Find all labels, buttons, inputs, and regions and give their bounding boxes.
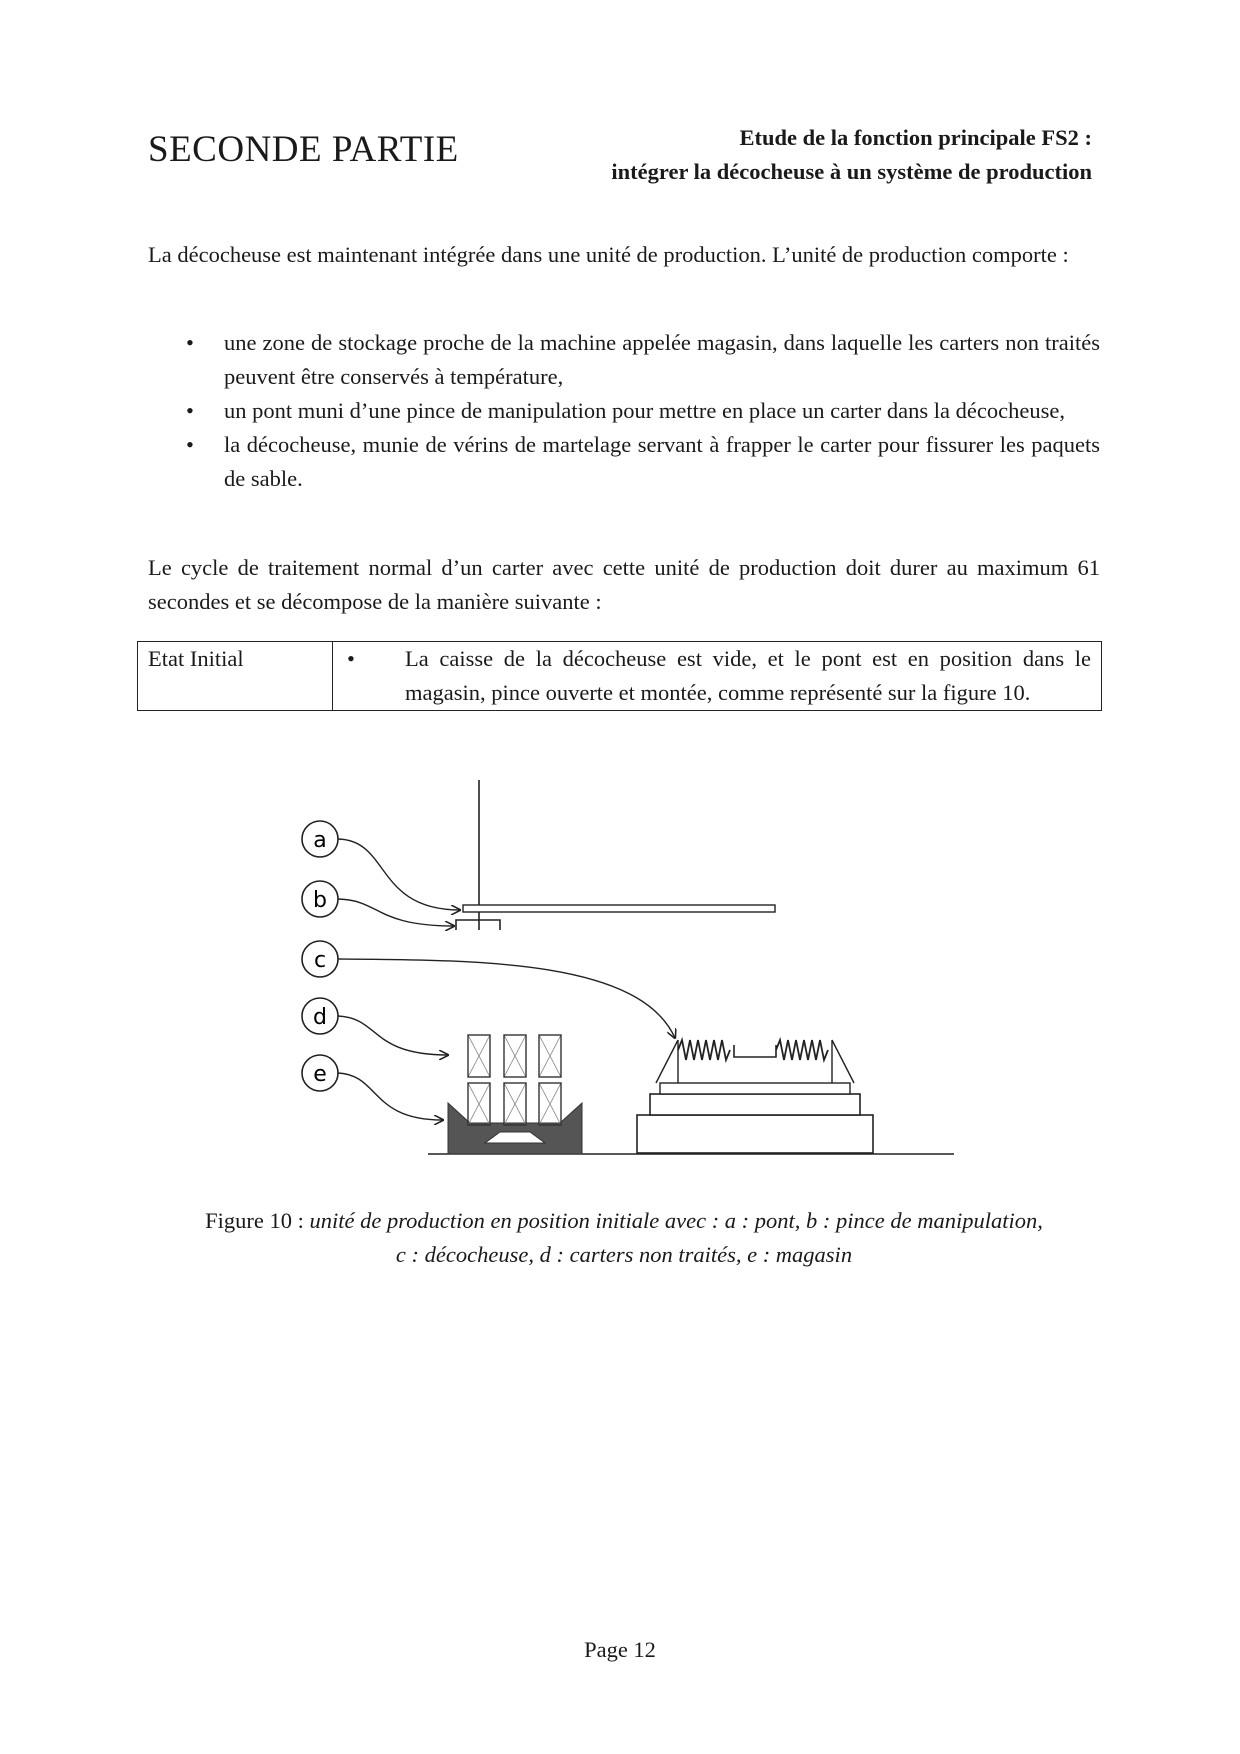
- label-e: [302, 1055, 338, 1091]
- caption-line-2: c : décocheuse, d : carters non traités, e : magasin: [395, 1242, 853, 1267]
- label-b: [302, 881, 338, 917]
- bullet-icon: •: [186, 398, 194, 423]
- list-item: [148, 394, 1100, 428]
- list-item-text: une zone de stockage proche de la machine appelée magasin, dans laquelle les carters non traités peuvent être conservés à température,: [224, 330, 1100, 389]
- label-a: [302, 821, 338, 857]
- carter: [504, 1083, 526, 1125]
- figure-production-unit: [280, 780, 980, 1180]
- carter: [539, 1035, 561, 1077]
- shakeout-machine: [637, 1040, 873, 1153]
- leader-arrow-d: [338, 1016, 448, 1055]
- leader-arrow-a: [338, 839, 460, 910]
- label-letter: e: [313, 1062, 327, 1087]
- label-letter: c: [313, 948, 327, 973]
- carter-stack: [468, 1035, 561, 1125]
- figure-caption: [148, 1204, 1100, 1272]
- machine-top: [660, 1083, 850, 1094]
- gripper: [456, 920, 500, 930]
- carter: [468, 1035, 490, 1077]
- carter: [468, 1083, 490, 1125]
- carter: [504, 1035, 526, 1077]
- caption-text-1: unité de production en position initiale avec : a : pont, b : pince de manipulation,: [309, 1208, 1043, 1233]
- machine-strut-left: [656, 1040, 678, 1083]
- leader-arrow-e: [338, 1073, 443, 1120]
- table-row: [138, 642, 1102, 711]
- leader-arrow-c: [338, 959, 675, 1038]
- list-item-text: la décocheuse, munie de vérins de martelage servant à frapper le carter pour fissurer les paquets de sable.: [224, 432, 1100, 491]
- list-item: [148, 326, 1100, 394]
- state-label: Etat Initial: [138, 642, 333, 711]
- machine-box: [734, 1045, 776, 1057]
- machine-base: [637, 1115, 873, 1153]
- section-title-line-1: Etude de la fonction principale FS2 :: [739, 125, 1092, 150]
- component-list: [148, 326, 1100, 496]
- state-description: [333, 642, 1102, 711]
- machine-plate: [650, 1094, 860, 1115]
- page-number: Page 12: [584, 1637, 656, 1662]
- part-title: SECONDE PARTIE: [148, 129, 459, 170]
- hammer-spring-right: [776, 1040, 828, 1060]
- label-letter: b: [313, 888, 327, 913]
- caption-line-1: [148, 1204, 1100, 1238]
- leader-arrow-b: [338, 899, 454, 926]
- intro-paragraph: La décocheuse est maintenant intégrée dans une unité de production. L’unité de production comporte :: [148, 242, 1069, 267]
- cycle-paragraph: Le cycle de traitement normal d’un carter avec cette unité de production doit durer au maximum 61 secondes et se décompose de la manière suivante :: [148, 555, 1100, 614]
- machine-strut-right: [832, 1040, 854, 1083]
- label-d: [302, 998, 338, 1034]
- state-text: La caisse de la décocheuse est vide, et le pont est en position dans le magasin, pince ouverte et montée, comme représenté sur la figure 10.: [405, 646, 1091, 705]
- label-c: [302, 941, 338, 977]
- caption-prefix: Figure 10 :: [205, 1208, 310, 1233]
- label-letter: a: [313, 828, 327, 853]
- bullet-icon: •: [347, 646, 355, 671]
- section-title-line-2: intégrer la décocheuse à un système de production: [611, 159, 1092, 184]
- section-title: [452, 121, 1092, 189]
- list-item-text: un pont muni d’une pince de manipulation pour mettre en place un carter dans la décocheuse,: [224, 398, 1065, 423]
- label-letter: d: [313, 1005, 327, 1030]
- list-item: [148, 428, 1100, 496]
- bridge-beam: [463, 905, 775, 912]
- hammer-spring-left: [678, 1040, 730, 1060]
- state-table: [137, 641, 1102, 711]
- bullet-icon: •: [186, 330, 194, 355]
- bullet-icon: •: [186, 432, 194, 457]
- carter: [539, 1083, 561, 1125]
